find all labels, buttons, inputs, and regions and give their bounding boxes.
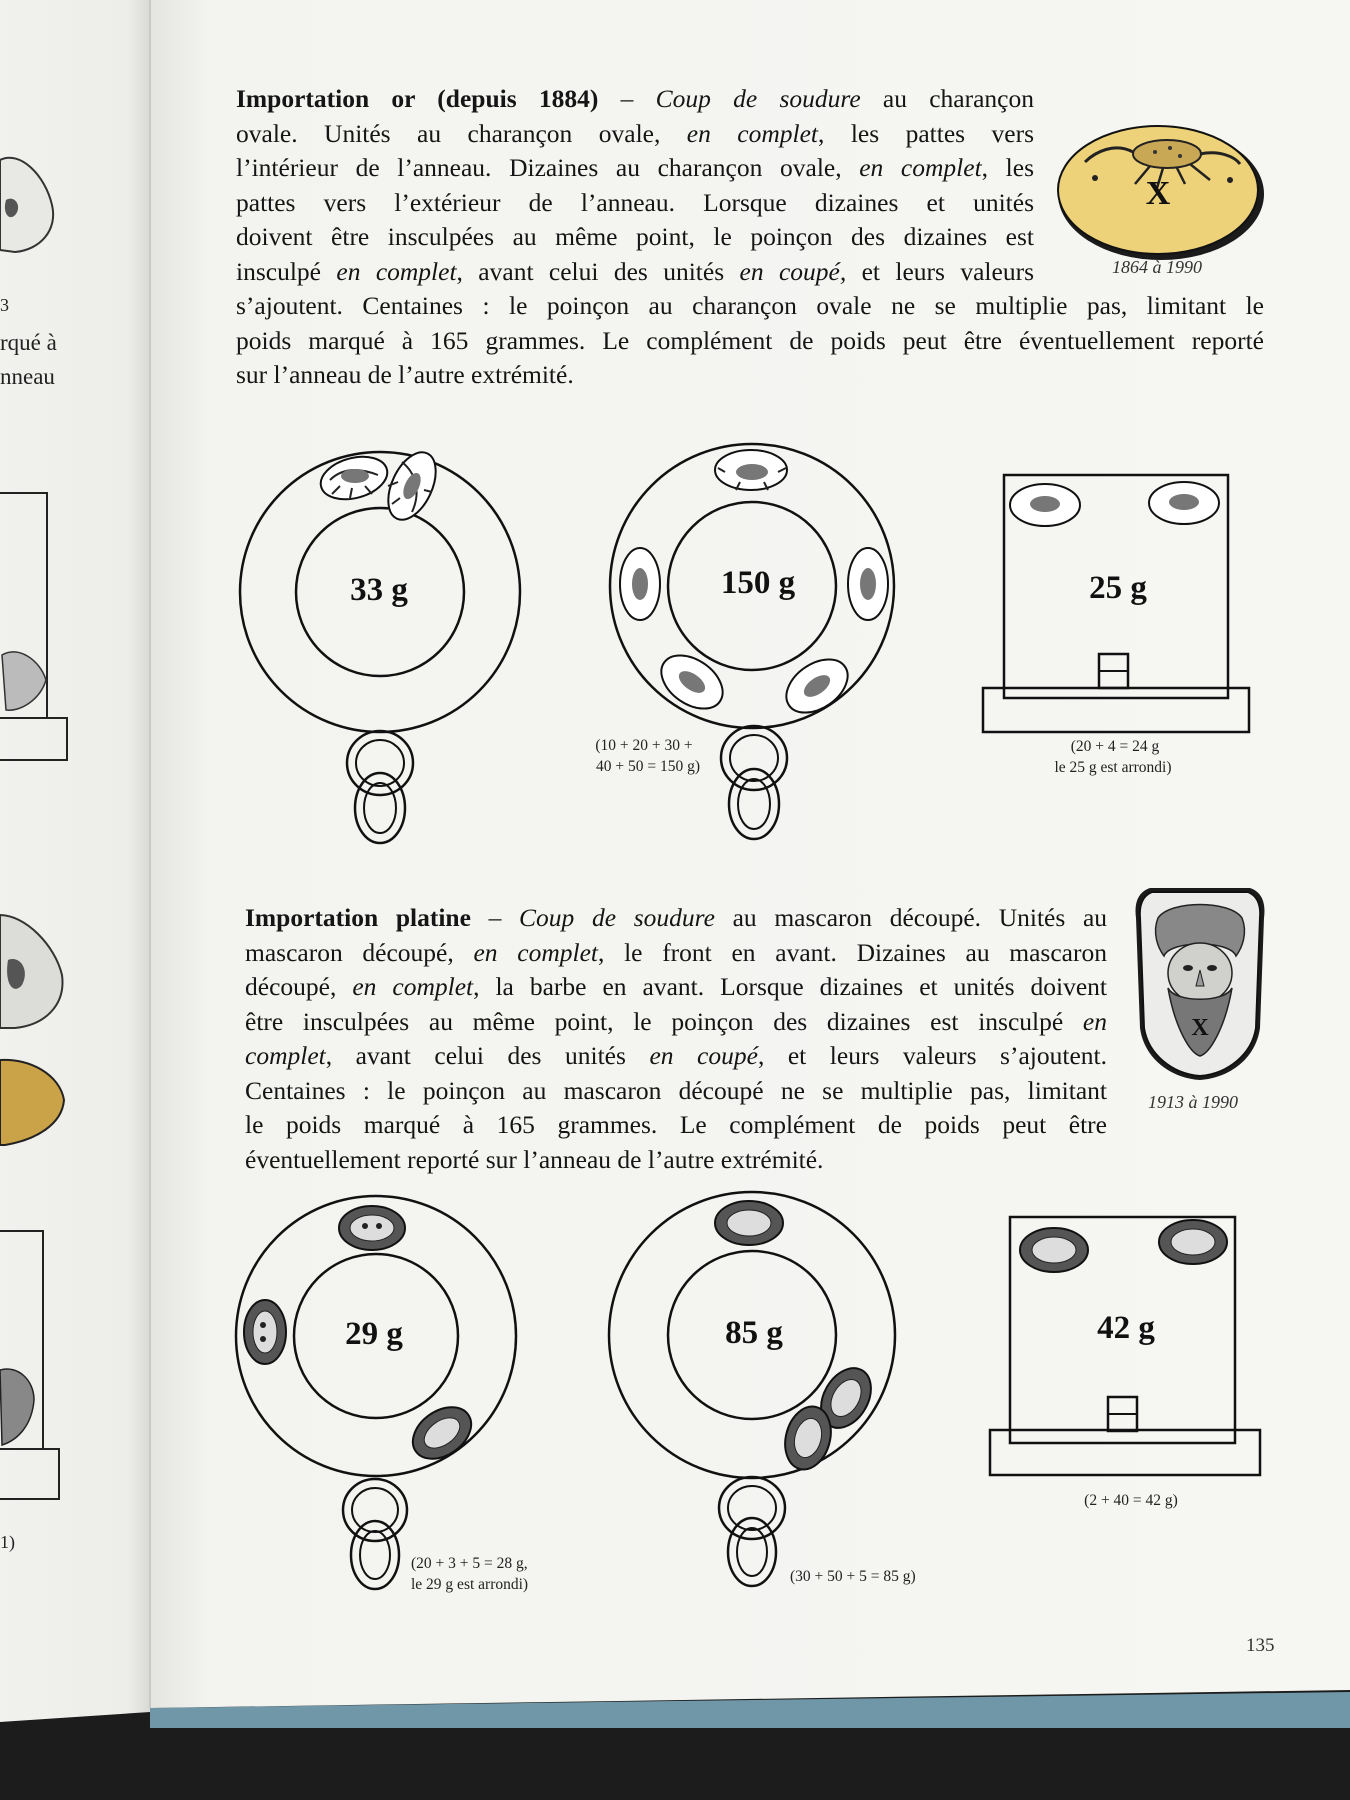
text-line	[245, 901, 1107, 936]
weevil-mark-small	[715, 450, 787, 490]
weevil-mark-small	[1010, 484, 1080, 526]
weevil-mark-small	[1149, 482, 1219, 524]
platinum-ring2-note: (30 + 50 + 5 = 85 g)	[790, 1568, 916, 1585]
text-run: en complet	[473, 937, 598, 967]
weevil-mark-small	[379, 445, 446, 527]
mascaron-mark-small	[339, 1206, 405, 1250]
left-frag-3: nneau	[0, 364, 55, 389]
text-run: Coup de soudure	[655, 84, 861, 113]
mascaron-mark-small	[715, 1201, 783, 1245]
text-run: en complet	[352, 972, 474, 1001]
text-line	[236, 117, 1034, 152]
text-run: s’ajoutent. Centaines : le poinçon au charançon ovale ne se multiplie pas, limitant le	[236, 291, 1264, 320]
text-run: en complet	[686, 118, 819, 148]
gold-ring-33g	[240, 445, 520, 843]
platinum-ring1-note-2: le 29 g est arrondi)	[411, 1576, 529, 1593]
platinum-block-note: (2 + 40 = 42 g)	[1084, 1492, 1178, 1509]
platinum-ring1-note-1: (20 + 3 + 5 = 28 g,	[411, 1555, 528, 1572]
gold-ring2-weight: 150 g	[720, 565, 796, 601]
weevil-mark-small	[848, 548, 888, 620]
platinum-mark-dates: 1913 à 1990	[1148, 1092, 1238, 1112]
gold-block-note-2: le 25 g est arrondi)	[1054, 759, 1172, 776]
text-run: , avant celui des unités	[325, 1041, 650, 1070]
text-run: découpé,	[245, 972, 353, 1001]
mascaron-mark-small	[244, 1300, 286, 1364]
text-line	[236, 82, 1034, 117]
text-run: –	[470, 903, 520, 932]
text-run: , les pattes vers	[818, 118, 1034, 148]
gold-ring-150g	[595, 444, 894, 839]
text-run: en coupé	[649, 1041, 758, 1070]
text-run: en coupé,	[739, 256, 847, 286]
text-run: , le front en avant. Dizaines au mascaron	[597, 937, 1107, 967]
text-run: être insculpées au même point, le poinçon des dizaines est insculpé	[245, 1006, 1083, 1036]
platinum-ring1-weight: 29 g	[345, 1316, 403, 1352]
text-line	[245, 1005, 1107, 1040]
text-line	[245, 970, 1107, 1005]
text-run: au mascaron découpé. Unités au	[714, 903, 1108, 932]
weevil-mark-letter: X	[1145, 175, 1171, 212]
gold-mark-fragment	[0, 1060, 64, 1145]
platinum-ring-85g	[609, 1192, 916, 1586]
gold-mark-dates: 1864 à 1990	[1112, 257, 1202, 277]
text-run: Importation platine	[245, 903, 471, 932]
left-frag-4: 1)	[0, 1532, 15, 1552]
text-line	[236, 289, 1264, 324]
text-line	[236, 186, 1034, 221]
left-frag-1: 3	[0, 295, 9, 315]
text-run: , les	[981, 153, 1034, 182]
text-run: le poids marqué à 165 grammes. Le complément de poids peut être	[245, 1110, 1107, 1139]
text-line	[236, 220, 1034, 255]
mascaron-mark-small	[1020, 1228, 1088, 1272]
text-run: , et leurs valeurs s’ajoutent.	[757, 1041, 1107, 1070]
platinum-ring-29g	[236, 1196, 528, 1593]
weevil-oval-mark	[1055, 122, 1275, 272]
gold-ring1-weight: 33 g	[350, 572, 408, 608]
gold-block-weight: 25 g	[1089, 570, 1147, 606]
text-run: ovale. Unités au charançon ovale,	[236, 118, 687, 148]
platinum-block-weight: 42 g	[1097, 1310, 1155, 1346]
text-run: éventuellement reporté sur l’anneau de l’autre extrémité.	[245, 1144, 824, 1174]
platinum-ring2-weight: 85 g	[725, 1315, 783, 1351]
text-line	[236, 358, 1264, 393]
weevil-mark-small	[316, 450, 392, 506]
text-run: Importation or (depuis 1884)	[236, 84, 599, 113]
gold-block-25g	[983, 475, 1249, 776]
text-run: insculpé	[236, 256, 337, 286]
text-run: en complet	[336, 256, 457, 286]
text-run: poids marqué à 165 grammes. Le complément de poids peut être éventuellement reporté	[236, 325, 1264, 355]
text-line	[245, 1039, 1107, 1074]
text-run: , la barbe en avant. Lorsque dizaines et unités doivent	[473, 972, 1107, 1001]
text-run: Centaines : le poinçon au mascaron découpé ne se multiplie pas, limitant	[245, 1075, 1107, 1105]
text-run: l’intérieur de l’anneau. Dizaines au charançon ovale,	[236, 153, 860, 182]
gold-ring2-note-1: (10 + 20 + 30 +	[595, 737, 693, 754]
text-line	[236, 324, 1264, 359]
platinum-import-paragraph	[245, 901, 1107, 1177]
platinum-diagrams	[0, 1190, 1350, 1610]
text-run: pattes vers l’extérieur de l’anneau. Lorsque dizaines et unités	[236, 187, 1034, 217]
text-run: –	[598, 84, 656, 113]
text-line	[245, 1108, 1107, 1143]
gold-diagrams	[0, 420, 1350, 880]
gold-block-note-1: (20 + 4 = 24 g	[1070, 738, 1160, 755]
text-run: au charançon	[860, 84, 1034, 113]
text-run: mascaron découpé,	[245, 937, 474, 967]
mascaron-mark	[1130, 878, 1270, 1088]
text-run: , avant celui des unités	[456, 256, 740, 286]
text-run: sur l’anneau de l’autre extrémité.	[236, 360, 574, 389]
text-line	[245, 936, 1107, 971]
text-run: Coup de soudure	[519, 903, 715, 932]
page-number: 135	[1246, 1635, 1275, 1656]
mascaron-mark-small	[1159, 1220, 1227, 1264]
text-line	[236, 255, 1034, 290]
left-frag-2: rqué à	[0, 330, 57, 355]
weevil-mark-small	[652, 644, 733, 719]
mascaron-mark-letter: X	[1191, 1015, 1209, 1041]
text-line	[245, 1143, 1107, 1178]
text-run: en complet	[859, 153, 982, 182]
text-run: en	[1082, 1006, 1107, 1036]
text-line	[236, 151, 1034, 186]
text-run: doivent être insculpées au même point, le poinçon des dizaines est	[236, 222, 1034, 251]
weevil-mark-small	[620, 548, 660, 620]
gold-ring2-note-2: 40 + 50 = 150 g)	[595, 758, 701, 775]
text-run: et leurs valeurs	[846, 256, 1034, 286]
platinum-block-42g	[990, 1217, 1260, 1509]
text-line	[245, 1074, 1107, 1109]
text-run: complet	[245, 1041, 326, 1070]
